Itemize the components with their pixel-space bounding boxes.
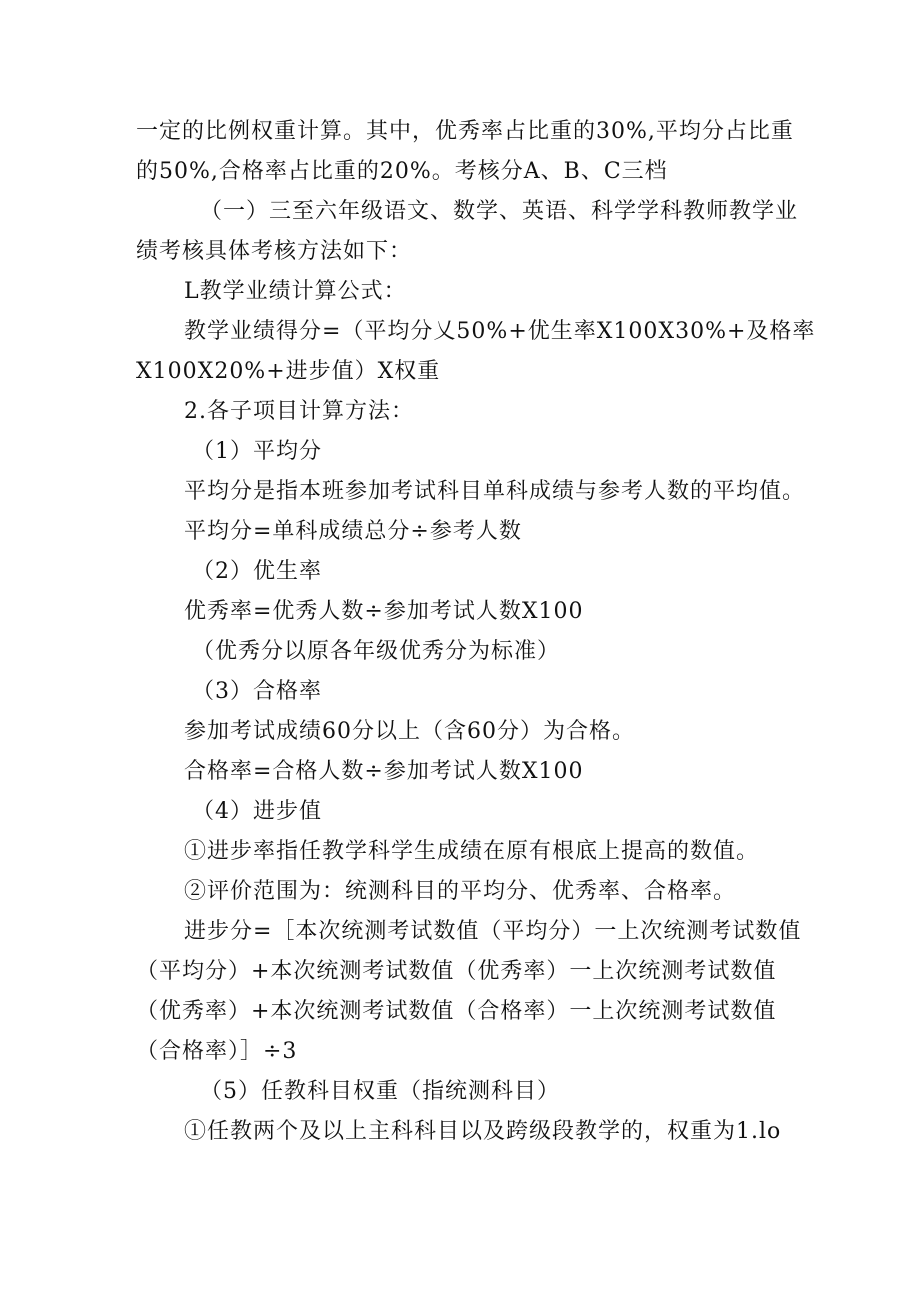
subsection-heading: L教学业绩计算公式： <box>184 279 407 304</box>
text-line: ①进步率指任教学科学生成绩在原有根底上提高的数值。 <box>184 839 760 864</box>
formula-line: （优秀率）+本次统测考试数值（合格率）一上次统测考试数值 <box>136 999 777 1024</box>
item-heading: （4）进步值 <box>192 799 322 824</box>
formula-line: 平均分=单科成绩总分÷参考人数 <box>184 519 522 544</box>
formula-line: 教学业绩得分=（平均分乂50%+优生率X100X30%+及格率 <box>184 319 816 344</box>
formula-line: 合格率=合格人数÷参加考试人数X100 <box>184 759 584 784</box>
text-line: 的50%,合格率占比重的20%。考核分A、B、C三档 <box>136 159 668 184</box>
subsection-heading: 2.各子项目计算方法： <box>184 399 414 424</box>
text-line: ①任教两个及以上主科科目以及跨级段教学的，权重为1.lo <box>184 1119 782 1144</box>
text-line: 参加考试成绩60分以上（含60分）为合格。 <box>184 719 635 744</box>
text-line: 绩考核具体考核方法如下： <box>136 239 413 264</box>
item-heading: （2）优生率 <box>192 559 322 584</box>
formula-line: 优秀率=优秀人数÷参加考试人数X100 <box>184 599 584 624</box>
item-heading: （1）平均分 <box>192 439 322 464</box>
formula-line: 进步分=［本次统测考试数值（平均分）一上次统测考试数值 <box>184 919 802 944</box>
item-heading: （3）合格率 <box>192 679 322 704</box>
text-line: 一定的比例权重计算。其中，优秀率占比重的30%,平均分占比重 <box>136 119 794 144</box>
formula-line: X100X20%+进步值）X权重 <box>136 359 441 384</box>
formula-line: （合格率）］÷3 <box>136 1039 298 1064</box>
item-heading: （5）任教科目权重（指统测科目） <box>200 1079 560 1104</box>
text-line: （优秀分以原各年级优秀分为标准） <box>192 639 561 664</box>
text-line: ②评价范围为：统测科目的平均分、优秀率、合格率。 <box>184 879 737 904</box>
formula-line: （平均分）+本次统测考试数值（优秀率）一上次统测考试数值 <box>136 959 777 984</box>
text-line: 平均分是指本班参加考试科目单科成绩与参考人数的平均值。 <box>184 479 806 504</box>
section-heading: （一）三至六年级语文、数学、英语、科学学科教师教学业 <box>200 199 799 224</box>
